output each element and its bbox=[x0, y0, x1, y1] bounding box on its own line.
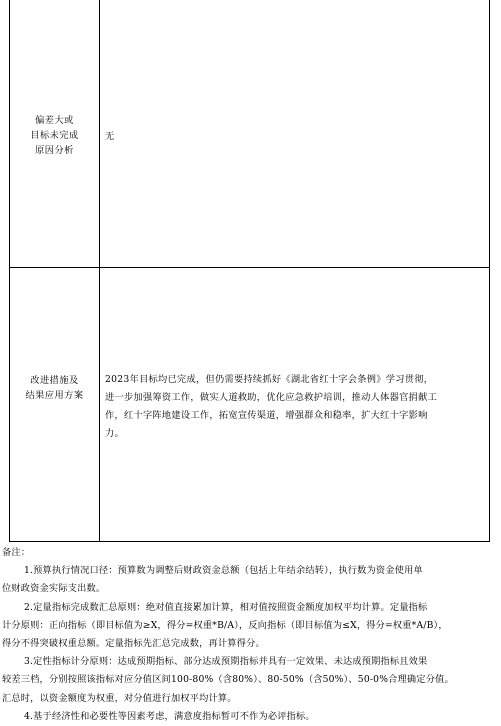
label-line: 改进措施及 bbox=[30, 375, 79, 386]
note-line: 汇总时，以资金额度为权重，对分值进行加权平均计算。 bbox=[2, 692, 237, 704]
note-line: 计分原则：正向指标（即目标值为≥X，得分=权重*B/A），反向指标（即目标值为≤X，得分=权重*A/B）， bbox=[2, 619, 448, 631]
note-line: 位财政资金实际支出数。 bbox=[2, 583, 106, 595]
improvement-plan-content bbox=[105, 371, 483, 443]
label-line: 结果应用方案 bbox=[25, 390, 84, 401]
improvement-plan-label bbox=[10, 373, 99, 403]
note-line: 较差三档，分别按照该指标对应分值区间100-80%（含80%）、80-50%（含50%）、50-0%合理确定分值。 bbox=[2, 674, 454, 686]
notes-section bbox=[2, 544, 494, 726]
label-line: 原因分析 bbox=[35, 145, 74, 156]
note-line: 3.定性指标计分原则：达成预期指标、部分达成预期指标并具有一定效果、未达成预期指标且效果 bbox=[24, 656, 428, 668]
content-text: 无 bbox=[105, 131, 115, 142]
evaluation-table bbox=[9, 0, 490, 542]
note-line: 4.基于经济性和必要性等因素考虑，满意度指标暂可不作为必评指标。 bbox=[24, 710, 315, 722]
label-line: 目标未完成 bbox=[30, 130, 79, 141]
note-line: 2.定量指标完成数汇总原则：绝对值直接累加计算，相对值按照资金额度加权平均计算。定量指标 bbox=[24, 601, 428, 613]
label-line: 偏差大或 bbox=[35, 115, 74, 126]
note-line: 得分不得突破权重总额。定量指标先汇总完成数，再计算得分。 bbox=[2, 638, 265, 650]
content-line: 力。 bbox=[105, 428, 124, 439]
deviation-analysis-content bbox=[105, 128, 483, 146]
row-divider bbox=[10, 267, 489, 268]
column-divider bbox=[99, 0, 100, 541]
deviation-analysis-label bbox=[10, 113, 99, 158]
content-line: 作，红十字阵地建设工作，拓宽宣传渠道，增强群众和稳率，扩大红十字影响 bbox=[105, 410, 428, 421]
content-line: 进一步加强筹资工作，做实人道救助，优化应急救护培训，推动人体器官捐献工 bbox=[105, 392, 438, 403]
content-line: 2023年目标均已完成，但仍需要持续抓好《湖北省红十字会条例》学习贯彻， bbox=[105, 374, 434, 385]
note-line: 1.预算执行情况口径：预算数为调整后财政资金总额（包括上年结余结转），执行数为资金使用单 bbox=[24, 565, 423, 577]
notes-title: 备注： bbox=[2, 547, 31, 558]
